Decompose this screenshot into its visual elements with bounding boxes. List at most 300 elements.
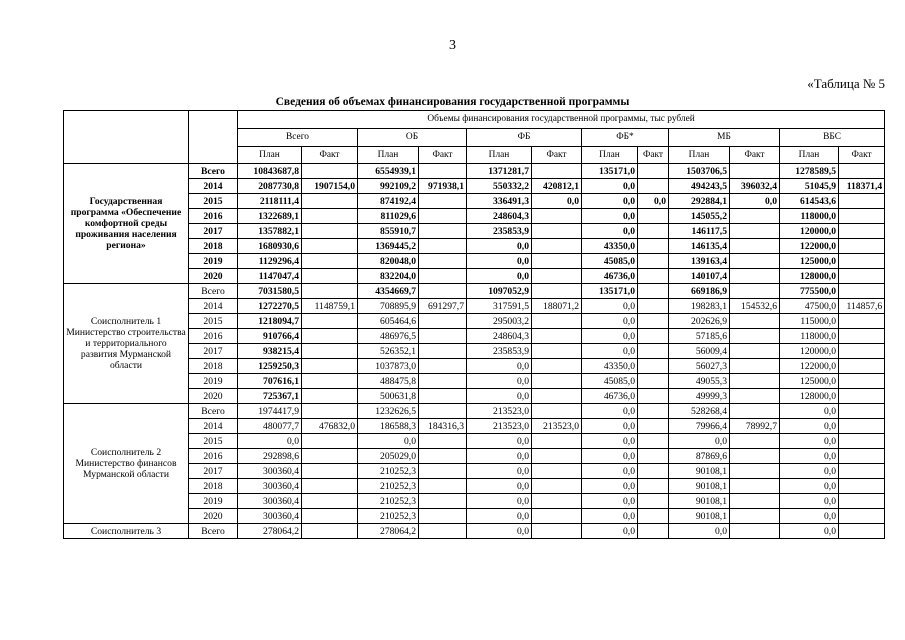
- plan-cell: 120000,0: [780, 344, 839, 359]
- section-label: Соисполнитель 2 Министерство финансов Мурманской области: [64, 404, 189, 524]
- table-row: [64, 404, 885, 419]
- plan-cell: 0,0: [358, 434, 419, 449]
- fact-cell: [839, 269, 885, 284]
- fact-cell: [638, 209, 669, 224]
- plan-cell: 0,0: [238, 434, 302, 449]
- table-row: [64, 164, 885, 179]
- plan-cell: 248604,3: [467, 209, 532, 224]
- plan-cell: 1129296,4: [238, 254, 302, 269]
- row-year: Всего: [189, 524, 238, 539]
- plan-cell: 1680930,6: [238, 239, 302, 254]
- fact-cell: [638, 314, 669, 329]
- plan-cell: 125000,0: [780, 374, 839, 389]
- fact-cell: 184316,3: [419, 419, 467, 434]
- plan-cell: 145055,2: [669, 209, 730, 224]
- plan-cell: 56027,3: [669, 359, 730, 374]
- plan-cell: 45085,0: [582, 374, 638, 389]
- plan-cell: 300360,4: [238, 509, 302, 524]
- fact-cell: [839, 359, 885, 374]
- plan-cell: 235853,9: [467, 224, 532, 239]
- plan-cell: 0,0: [780, 464, 839, 479]
- fact-cell: [419, 194, 467, 209]
- fact-cell: 0,0: [638, 194, 669, 209]
- fact-cell: [638, 224, 669, 239]
- plan-cell: 120000,0: [780, 224, 839, 239]
- plan-cell: 0,0: [467, 494, 532, 509]
- plan-cell: 0,0: [780, 449, 839, 464]
- fact-cell: [839, 374, 885, 389]
- header-group-fb-star: ФБ*: [582, 129, 669, 147]
- fact-cell: [302, 239, 358, 254]
- fact-cell: [419, 209, 467, 224]
- fact-cell: [302, 194, 358, 209]
- fact-cell: [839, 224, 885, 239]
- row-year: 2019: [189, 494, 238, 509]
- fact-cell: [419, 359, 467, 374]
- fact-cell: 1148759,1: [302, 299, 358, 314]
- fact-cell: [532, 434, 582, 449]
- row-year: 2018: [189, 239, 238, 254]
- section-label: Соисполнитель 3: [64, 524, 189, 539]
- plan-cell: 0,0: [780, 404, 839, 419]
- header-plan: План: [669, 147, 730, 164]
- fact-cell: [839, 329, 885, 344]
- fact-cell: [532, 239, 582, 254]
- plan-cell: 874192,4: [358, 194, 419, 209]
- plan-cell: 0,0: [467, 434, 532, 449]
- plan-cell: 1232626,5: [358, 404, 419, 419]
- plan-cell: 707616,1: [238, 374, 302, 389]
- section-label: Соисполнитель 1 Министерство строительства и территориального развития Мурманской области: [64, 284, 189, 404]
- plan-cell: 0,0: [467, 509, 532, 524]
- plan-cell: 938215,4: [238, 344, 302, 359]
- fact-cell: [730, 224, 780, 239]
- row-year: 2014: [189, 419, 238, 434]
- fact-cell: 118371,4: [839, 179, 885, 194]
- fact-cell: [638, 464, 669, 479]
- plan-cell: 0,0: [780, 419, 839, 434]
- fact-cell: [638, 164, 669, 179]
- plan-cell: 198283,1: [669, 299, 730, 314]
- header-fact: Факт: [730, 147, 780, 164]
- plan-cell: 605464,6: [358, 314, 419, 329]
- fact-cell: [419, 329, 467, 344]
- header-group-mb: МБ: [669, 129, 780, 147]
- plan-cell: 1322689,1: [238, 209, 302, 224]
- plan-cell: 0,0: [582, 404, 638, 419]
- fact-cell: [730, 509, 780, 524]
- fact-cell: [419, 404, 467, 419]
- fact-cell: [730, 344, 780, 359]
- fact-cell: [638, 269, 669, 284]
- fact-cell: [638, 434, 669, 449]
- fact-cell: [730, 374, 780, 389]
- plan-cell: 1218094,7: [238, 314, 302, 329]
- fact-cell: [638, 179, 669, 194]
- plan-cell: 146117,5: [669, 224, 730, 239]
- fact-cell: [532, 404, 582, 419]
- row-year: Всего: [189, 164, 238, 179]
- fact-cell: [730, 404, 780, 419]
- plan-cell: 0,0: [582, 194, 638, 209]
- plan-cell: 855910,7: [358, 224, 419, 239]
- fact-cell: 154532,6: [730, 299, 780, 314]
- plan-cell: 0,0: [582, 494, 638, 509]
- fact-cell: [302, 464, 358, 479]
- fact-cell: [532, 479, 582, 494]
- fact-cell: [730, 389, 780, 404]
- plan-cell: 51045,9: [780, 179, 839, 194]
- plan-cell: 45085,0: [582, 254, 638, 269]
- row-year: 2017: [189, 224, 238, 239]
- plan-cell: 128000,0: [780, 269, 839, 284]
- fact-cell: [839, 509, 885, 524]
- plan-cell: 205029,0: [358, 449, 419, 464]
- fact-cell: [638, 299, 669, 314]
- plan-cell: 0,0: [582, 344, 638, 359]
- fact-cell: [302, 494, 358, 509]
- fact-cell: [730, 164, 780, 179]
- fact-cell: [419, 344, 467, 359]
- plan-cell: 300360,4: [238, 479, 302, 494]
- plan-cell: 10843687,8: [238, 164, 302, 179]
- fact-cell: [532, 359, 582, 374]
- header-year-empty: [189, 111, 238, 164]
- fact-cell: [302, 254, 358, 269]
- plan-cell: 336491,3: [467, 194, 532, 209]
- fact-cell: [419, 314, 467, 329]
- plan-cell: 1037873,0: [358, 359, 419, 374]
- fact-cell: [419, 164, 467, 179]
- row-year: 2020: [189, 509, 238, 524]
- plan-cell: 0,0: [780, 494, 839, 509]
- fact-cell: [419, 284, 467, 299]
- fact-cell: [638, 449, 669, 464]
- fact-cell: [302, 269, 358, 284]
- plan-cell: 186588,3: [358, 419, 419, 434]
- row-year: 2016: [189, 209, 238, 224]
- plan-cell: 43350,0: [582, 359, 638, 374]
- plan-cell: 494243,5: [669, 179, 730, 194]
- fact-cell: [419, 389, 467, 404]
- fact-cell: [302, 479, 358, 494]
- fact-cell: [839, 389, 885, 404]
- plan-cell: 669186,9: [669, 284, 730, 299]
- fact-cell: [839, 254, 885, 269]
- fact-cell: [532, 374, 582, 389]
- fact-cell: [302, 344, 358, 359]
- plan-cell: 46736,0: [582, 389, 638, 404]
- fact-cell: [730, 239, 780, 254]
- plan-cell: 118000,0: [780, 329, 839, 344]
- fact-cell: [730, 269, 780, 284]
- row-year: 2017: [189, 464, 238, 479]
- fact-cell: 188071,2: [532, 299, 582, 314]
- fact-cell: [638, 494, 669, 509]
- header-fact: Факт: [532, 147, 582, 164]
- plan-cell: 820048,0: [358, 254, 419, 269]
- plan-cell: 210252,3: [358, 464, 419, 479]
- fact-cell: [532, 494, 582, 509]
- plan-cell: 57185,6: [669, 329, 730, 344]
- table-row: [64, 284, 885, 299]
- plan-cell: 4354669,7: [358, 284, 419, 299]
- plan-cell: 0,0: [582, 179, 638, 194]
- fact-cell: [532, 314, 582, 329]
- plan-cell: 1503706,5: [669, 164, 730, 179]
- header-corner-empty: [64, 111, 189, 164]
- plan-cell: 210252,3: [358, 479, 419, 494]
- row-year: 2020: [189, 269, 238, 284]
- fact-cell: [638, 239, 669, 254]
- row-year: 2015: [189, 314, 238, 329]
- header-fact: Факт: [302, 147, 358, 164]
- fact-cell: [302, 524, 358, 539]
- fact-cell: [730, 209, 780, 224]
- header-group-total: Всего: [238, 129, 358, 147]
- fact-cell: [730, 254, 780, 269]
- fact-cell: [302, 449, 358, 464]
- fact-cell: [638, 254, 669, 269]
- plan-cell: 213523,0: [467, 404, 532, 419]
- fact-cell: [302, 359, 358, 374]
- plan-cell: 0,0: [467, 269, 532, 284]
- header-plan: План: [358, 147, 419, 164]
- fact-cell: [638, 389, 669, 404]
- fact-cell: [730, 479, 780, 494]
- fact-cell: 971938,1: [419, 179, 467, 194]
- plan-cell: 0,0: [582, 209, 638, 224]
- plan-cell: 0,0: [467, 464, 532, 479]
- fact-cell: [302, 389, 358, 404]
- fact-cell: 1907154,0: [302, 179, 358, 194]
- plan-cell: 47500,0: [780, 299, 839, 314]
- plan-cell: 125000,0: [780, 254, 839, 269]
- plan-cell: 122000,0: [780, 359, 839, 374]
- plan-cell: 49999,3: [669, 389, 730, 404]
- fact-cell: [532, 464, 582, 479]
- plan-cell: 210252,3: [358, 494, 419, 509]
- fact-cell: [730, 329, 780, 344]
- header-plan: План: [238, 147, 302, 164]
- plan-cell: 0,0: [467, 239, 532, 254]
- fact-cell: [532, 269, 582, 284]
- plan-cell: 550332,2: [467, 179, 532, 194]
- plan-cell: 300360,4: [238, 494, 302, 509]
- plan-cell: 832204,0: [358, 269, 419, 284]
- fact-cell: [839, 344, 885, 359]
- plan-cell: 300360,4: [238, 464, 302, 479]
- plan-cell: 0,0: [582, 314, 638, 329]
- fact-cell: [302, 314, 358, 329]
- fact-cell: [730, 314, 780, 329]
- page-number: 3: [449, 38, 456, 53]
- fact-cell: [839, 284, 885, 299]
- fact-cell: [419, 479, 467, 494]
- fact-cell: [419, 449, 467, 464]
- plan-cell: 811029,6: [358, 209, 419, 224]
- fact-cell: 0,0: [532, 194, 582, 209]
- plan-cell: 140107,4: [669, 269, 730, 284]
- fact-cell: [532, 224, 582, 239]
- fact-cell: [419, 224, 467, 239]
- plan-cell: 910766,4: [238, 329, 302, 344]
- plan-cell: 79966,4: [669, 419, 730, 434]
- row-year: 2018: [189, 359, 238, 374]
- plan-cell: 1278589,5: [780, 164, 839, 179]
- header-plan: План: [467, 147, 532, 164]
- plan-cell: 0,0: [582, 299, 638, 314]
- fact-cell: [839, 314, 885, 329]
- header-fact: Факт: [638, 147, 669, 164]
- fact-cell: [302, 329, 358, 344]
- plan-cell: 1369445,2: [358, 239, 419, 254]
- financing-table: [63, 110, 885, 539]
- plan-cell: 0,0: [582, 509, 638, 524]
- row-year: 2016: [189, 449, 238, 464]
- fact-cell: [302, 209, 358, 224]
- plan-cell: 0,0: [467, 359, 532, 374]
- fact-cell: [839, 524, 885, 539]
- fact-cell: [302, 284, 358, 299]
- fact-cell: [302, 164, 358, 179]
- fact-cell: [730, 434, 780, 449]
- table-title: Сведения об объемах финансирования государственной программы: [275, 96, 630, 108]
- plan-cell: 1097052,9: [467, 284, 532, 299]
- plan-cell: 0,0: [467, 524, 532, 539]
- plan-cell: 0,0: [780, 479, 839, 494]
- plan-cell: 118000,0: [780, 209, 839, 224]
- row-year: 2015: [189, 434, 238, 449]
- plan-cell: 135171,0: [582, 164, 638, 179]
- fact-cell: [532, 389, 582, 404]
- plan-cell: 526352,1: [358, 344, 419, 359]
- fact-cell: [419, 239, 467, 254]
- fact-cell: [638, 404, 669, 419]
- fact-cell: 213523,0: [532, 419, 582, 434]
- plan-cell: 248604,3: [467, 329, 532, 344]
- plan-cell: 708895,9: [358, 299, 419, 314]
- row-year: 2017: [189, 344, 238, 359]
- plan-cell: 6554939,1: [358, 164, 419, 179]
- fact-cell: [638, 419, 669, 434]
- plan-cell: 7031580,5: [238, 284, 302, 299]
- plan-cell: 49055,3: [669, 374, 730, 389]
- plan-cell: 614543,6: [780, 194, 839, 209]
- plan-cell: 90108,1: [669, 464, 730, 479]
- plan-cell: 0,0: [582, 524, 638, 539]
- header-group-vbs: ВБС: [780, 129, 885, 147]
- plan-cell: 0,0: [582, 329, 638, 344]
- fact-cell: [839, 419, 885, 434]
- plan-cell: 0,0: [582, 449, 638, 464]
- plan-cell: 278064,2: [358, 524, 419, 539]
- plan-cell: 210252,3: [358, 509, 419, 524]
- fact-cell: [638, 509, 669, 524]
- plan-cell: 2087730,8: [238, 179, 302, 194]
- plan-cell: 56009,4: [669, 344, 730, 359]
- plan-cell: 235853,9: [467, 344, 532, 359]
- fact-cell: [419, 374, 467, 389]
- fact-cell: [839, 164, 885, 179]
- plan-cell: 278064,2: [238, 524, 302, 539]
- fact-cell: [302, 224, 358, 239]
- fact-cell: [730, 284, 780, 299]
- plan-cell: 90108,1: [669, 494, 730, 509]
- header-super: Объемы финансирования государственной программы, тыс рублей: [238, 111, 885, 129]
- plan-cell: 725367,1: [238, 389, 302, 404]
- header-fact: Факт: [419, 147, 467, 164]
- fact-cell: [532, 509, 582, 524]
- row-year: 2019: [189, 254, 238, 269]
- fact-cell: [730, 359, 780, 374]
- fact-cell: [532, 254, 582, 269]
- plan-cell: 0,0: [467, 254, 532, 269]
- row-year: 2020: [189, 389, 238, 404]
- plan-cell: 146135,4: [669, 239, 730, 254]
- plan-cell: 1272270,5: [238, 299, 302, 314]
- header-group-fb: ФБ: [467, 129, 582, 147]
- row-year: 2016: [189, 329, 238, 344]
- table-reference: «Таблица № 5: [807, 76, 885, 91]
- plan-cell: 0,0: [582, 464, 638, 479]
- fact-cell: [730, 494, 780, 509]
- fact-cell: 396032,4: [730, 179, 780, 194]
- plan-cell: 1974417,9: [238, 404, 302, 419]
- plan-cell: 128000,0: [780, 389, 839, 404]
- fact-cell: [419, 254, 467, 269]
- plan-cell: 1357882,1: [238, 224, 302, 239]
- plan-cell: 87869,6: [669, 449, 730, 464]
- plan-cell: 90108,1: [669, 479, 730, 494]
- fact-cell: [419, 494, 467, 509]
- plan-cell: 992109,2: [358, 179, 419, 194]
- fact-cell: [638, 524, 669, 539]
- fact-cell: [638, 479, 669, 494]
- fact-cell: [839, 209, 885, 224]
- plan-cell: 317591,5: [467, 299, 532, 314]
- header-plan: План: [582, 147, 638, 164]
- fact-cell: [532, 284, 582, 299]
- fact-cell: [302, 374, 358, 389]
- plan-cell: 0,0: [582, 479, 638, 494]
- plan-cell: 1147047,4: [238, 269, 302, 284]
- plan-cell: 0,0: [780, 434, 839, 449]
- plan-cell: 0,0: [780, 509, 839, 524]
- fact-cell: [839, 239, 885, 254]
- plan-cell: 0,0: [467, 374, 532, 389]
- plan-cell: 2118111,4: [238, 194, 302, 209]
- fact-cell: 691297,7: [419, 299, 467, 314]
- plan-cell: 775500,0: [780, 284, 839, 299]
- fact-cell: [839, 494, 885, 509]
- row-year: Всего: [189, 404, 238, 419]
- plan-cell: 1259250,3: [238, 359, 302, 374]
- fact-cell: [419, 269, 467, 284]
- plan-cell: 46736,0: [582, 269, 638, 284]
- section-label: Государственная программа «Обеспечение комфортной среды проживания населения региона»: [64, 164, 189, 284]
- plan-cell: 202626,9: [669, 314, 730, 329]
- plan-cell: 139163,4: [669, 254, 730, 269]
- fact-cell: 0,0: [730, 194, 780, 209]
- fact-cell: [302, 509, 358, 524]
- fact-cell: [839, 404, 885, 419]
- header-fact: Факт: [839, 147, 885, 164]
- fact-cell: [638, 344, 669, 359]
- fact-cell: [419, 434, 467, 449]
- fact-cell: [532, 524, 582, 539]
- plan-cell: 0,0: [582, 419, 638, 434]
